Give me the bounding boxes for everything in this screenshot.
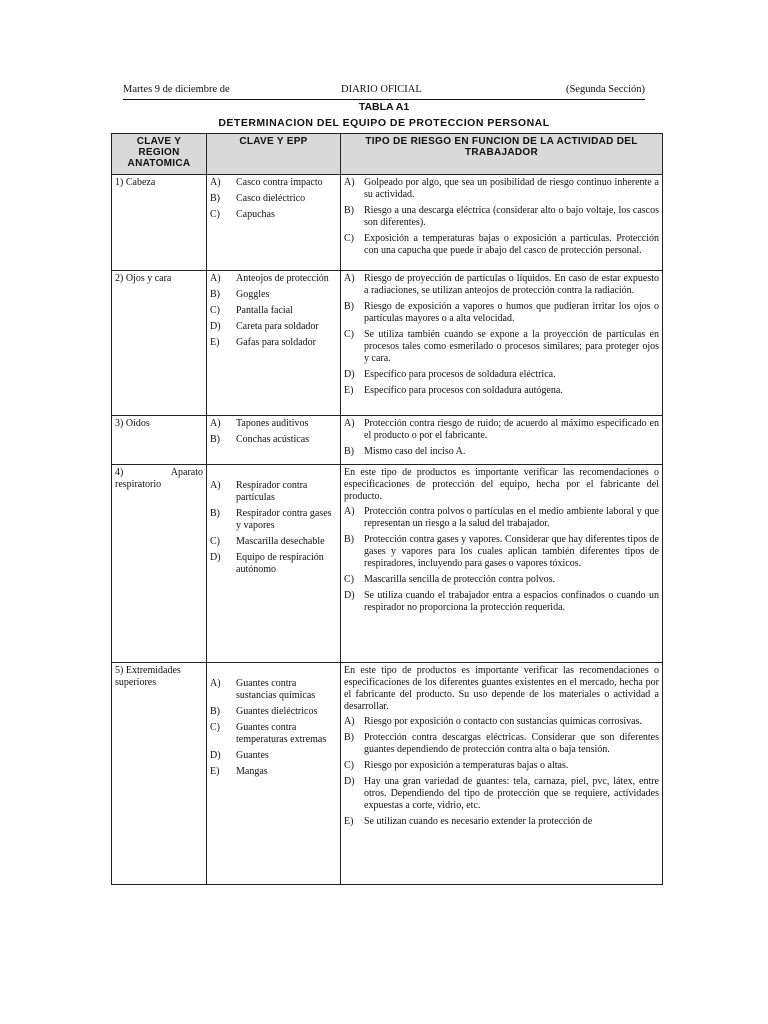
epp-item-key: D): [210, 552, 221, 563]
epp-item-key: D): [210, 321, 221, 332]
risk-cell: [341, 465, 663, 663]
epp-item-key: C): [210, 722, 220, 733]
epp-item-key: B): [210, 434, 220, 445]
risk-item: [344, 446, 659, 458]
risk-item: [344, 574, 659, 586]
risk-item: [344, 534, 659, 570]
risk-item: [344, 205, 659, 229]
epp-item-key: A): [210, 418, 221, 429]
epp-item: [210, 209, 337, 221]
epp-item: [210, 480, 337, 504]
epp-cell: [207, 663, 341, 885]
epp-item-text: Respirador contra gases y vapores: [236, 508, 332, 531]
epp-item-key: C): [210, 536, 220, 547]
risk-item-key: B): [344, 732, 354, 743]
risk-item: [344, 369, 659, 381]
epp-item: [210, 337, 337, 349]
epp-item-text: Guantes contra sustancias químicas: [236, 678, 316, 701]
risk-list: [344, 506, 659, 614]
risk-item-key: D): [344, 776, 355, 787]
risk-item-key: E): [344, 385, 354, 396]
table-title: TABLA A1: [358, 101, 410, 113]
epp-item-text: Careta para soldador: [236, 321, 319, 332]
epp-item-text: Casco contra impacto: [236, 177, 323, 188]
column-header-epp: CLAVE Y EPP: [207, 134, 341, 175]
epp-item-text: Tapones auditivos: [236, 418, 309, 429]
table-subtitle: DETERMINACION DEL EQUIPO DE PROTECCION PERSONAL: [218, 117, 550, 129]
epp-item-key: B): [210, 289, 220, 300]
risk-cell: [341, 271, 663, 416]
table-row: [112, 416, 663, 465]
epp-cell: [207, 465, 341, 663]
risk-item: [344, 418, 659, 442]
region-label-rest: respiratorio: [115, 479, 162, 490]
risk-item-text: Se utiliza también cuando se expone a la proyección de partículas en procesos tales como esmerilado o procesos similares; para proteger ojos y cara.: [364, 329, 659, 364]
region-word: Aparato: [170, 467, 203, 478]
epp-cell: [207, 416, 341, 465]
epp-item: [210, 418, 337, 430]
risk-item-key: D): [344, 590, 355, 601]
epp-item-text: Casco dieléctrico: [236, 193, 306, 204]
epp-item: [210, 766, 337, 778]
epp-item-key: B): [210, 508, 220, 519]
risk-item: [344, 329, 659, 365]
epp-item-key: A): [210, 273, 221, 284]
risk-item-text: Riesgo por exposición o contacto con sustancias químicas corrosivas.: [364, 716, 642, 727]
risk-cell: [341, 663, 663, 885]
risk-item-key: D): [344, 369, 355, 380]
risk-item-key: B): [344, 446, 354, 457]
epp-item-text: Anteojos de protección: [236, 273, 329, 284]
column-header-risk: TIPO DE RIESGO EN FUNCION DE LA ACTIVIDAD DEL TRABAJADOR: [341, 134, 663, 175]
risk-item-key: B): [344, 534, 354, 545]
epp-item: [210, 273, 337, 285]
risk-item: [344, 506, 659, 530]
epp-item-text: Mascarilla desechable: [236, 536, 325, 547]
epp-item: [210, 177, 337, 189]
region-label: 5) Extremidades superiores: [115, 665, 181, 688]
risk-item: [344, 716, 659, 728]
epp-spacer: [210, 467, 337, 480]
risk-item: [344, 816, 659, 828]
risk-cell: [341, 175, 663, 271]
risk-item-key: A): [344, 177, 355, 188]
risk-item-text: Riesgo de proyección de partículas o líquidos. En caso de estar expuesto a radiaciones, se utilizan anteojos de protección contra la radiación.: [364, 273, 659, 296]
risk-item: [344, 760, 659, 772]
table-row: [112, 465, 663, 663]
risk-list: [344, 177, 659, 257]
epp-item-key: B): [210, 706, 220, 717]
risk-item-key: B): [344, 205, 354, 216]
epp-item-text: Guantes dieléctricos: [236, 706, 318, 717]
table-row: [112, 271, 663, 416]
running-header: [123, 84, 645, 98]
epp-list: [210, 273, 337, 349]
risk-item-key: C): [344, 574, 354, 585]
risk-item-key: C): [344, 329, 354, 340]
risk-item-text: Golpeado por algo, que sea un posibilidad de riesgo continuo inherente a su actividad.: [364, 177, 659, 200]
risk-item-text: Protección contra descargas eléctricas. Considerar que son diferentes guantes dependiendo de protección contra alta o baja tensión.: [364, 732, 659, 755]
risk-item: [344, 177, 659, 201]
epp-list: [210, 177, 337, 221]
epp-item: [210, 678, 337, 702]
risk-cell: [341, 416, 663, 465]
risk-item-text: Riesgo por exposición a temperaturas bajas o altas.: [364, 760, 569, 771]
epp-item: [210, 434, 337, 446]
risk-item-text: Exposición a temperaturas bajas o exposición a partículas. Protección con una capucha que puede ir abajo del casco de protección personal.: [364, 233, 659, 256]
header-rule: [123, 99, 645, 100]
risk-list: [344, 716, 659, 828]
region-cell: [112, 271, 207, 416]
epp-item-key: E): [210, 766, 220, 777]
region-label: 3) Oídos: [115, 418, 150, 429]
epp-item-text: Goggles: [236, 289, 270, 300]
epp-item-key: A): [210, 480, 221, 491]
epp-item: [210, 508, 337, 532]
risk-item: [344, 273, 659, 297]
header-publication: DIARIO OFICIAL: [341, 84, 422, 95]
epp-item-key: C): [210, 209, 220, 220]
risk-item-key: A): [344, 716, 355, 727]
epp-item-text: Conchas acústicas: [236, 434, 310, 445]
risk-item: [344, 776, 659, 812]
epp-list: [210, 480, 337, 576]
epp-item-text: Pantalla facial: [236, 305, 293, 316]
epp-table: [111, 133, 663, 885]
region-number: 4): [115, 467, 124, 478]
risk-item: [344, 732, 659, 756]
risk-intro: En este tipo de productos es importante verificar las recomendaciones o especificaciones de los diferentes guantes existentes en el mercado, hecha por el fabricante del producto. Su uso depende de los materiales o actividad a desarrollar.: [344, 665, 659, 712]
epp-item-key: A): [210, 678, 221, 689]
risk-item: [344, 233, 659, 257]
epp-list: [210, 678, 337, 778]
risk-intro: En este tipo de productos es importante verificar las recomendaciones o especificaciones de protección del equipo, hecha por el fabricante del producto.: [344, 467, 659, 502]
epp-item-key: A): [210, 177, 221, 188]
risk-item-key: A): [344, 273, 355, 284]
risk-item-key: C): [344, 233, 354, 244]
epp-item: [210, 552, 337, 576]
risk-item-text: Riesgo de exposición a vapores o humos que pudieran irritar los ojos o partículas mayores o a alta velocidad.: [364, 301, 659, 324]
risk-item-text: Se utiliza cuando el trabajador entra a espacios confinados o cuando un respirador no proporciona la protección requerida.: [364, 590, 659, 613]
risk-item-key: A): [344, 506, 355, 517]
region-cell: [112, 416, 207, 465]
risk-item: [344, 385, 659, 397]
epp-item-text: Capuchas: [236, 209, 275, 220]
epp-item-key: B): [210, 193, 220, 204]
epp-item: [210, 706, 337, 718]
region-cell: [112, 465, 207, 663]
region-cell: [112, 663, 207, 885]
risk-item-text: Mascarilla sencilla de protección contra polvos.: [364, 574, 556, 585]
column-header-region: CLAVE Y REGION ANATOMICA: [112, 134, 207, 175]
table-row: [112, 175, 663, 271]
header-section: (Segunda Sección): [565, 84, 645, 95]
epp-item: [210, 305, 337, 317]
risk-item: [344, 590, 659, 614]
risk-item-text: Hay una gran variedad de guantes: tela, carnaza, piel, pvc, látex, entre otros. Dependiendo del tipo de protección que se requiere, actividades expuestas a corte, vidrio, etc.: [364, 776, 659, 811]
epp-item-key: C): [210, 305, 220, 316]
risk-item-key: E): [344, 816, 354, 827]
region-cell: [112, 175, 207, 271]
risk-item-text: Mismo caso del inciso A.: [364, 446, 466, 457]
risk-item-text: Se utilizan cuando es necesario extender la protección de: [364, 816, 593, 827]
epp-item: [210, 750, 337, 762]
epp-cell: [207, 175, 341, 271]
risk-item-text: Protección contra riesgo de ruido; de acuerdo al máximo especificado en el producto o por el fabricante.: [364, 418, 659, 441]
epp-item-key: E): [210, 337, 220, 348]
epp-spacer: [210, 665, 337, 678]
risk-item-text: Protección contra polvos o partículas en el medio ambiente laboral y que representan un riesgo a la salud del trabajador.: [364, 506, 659, 529]
risk-item-key: C): [344, 760, 354, 771]
region-label: [115, 467, 203, 479]
epp-item-text: Respirador contra partículas: [236, 480, 308, 503]
region-label: 1) Cabeza: [115, 177, 156, 188]
table-row: [112, 663, 663, 885]
epp-item: [210, 536, 337, 548]
epp-item: [210, 289, 337, 301]
header-date: Martes 9 de diciembre de: [123, 84, 230, 95]
risk-item-key: A): [344, 418, 355, 429]
region-label: 2) Ojos y cara: [115, 273, 172, 284]
risk-item: [344, 301, 659, 325]
risk-item-text: Protección contra gases y vapores. Considerar que hay diferentes tipos de gases y vapores para los cuales aplican también diferentes tipos de respiradores, incluyendo para gases o vapores tóxicos.: [364, 534, 659, 569]
epp-item-key: D): [210, 750, 221, 761]
risk-item-text: Específico para procesos con soldadura autógena.: [364, 385, 563, 396]
epp-list: [210, 418, 337, 446]
table-body: [112, 175, 663, 885]
epp-cell: [207, 271, 341, 416]
epp-item-text: Guantes: [236, 750, 269, 761]
risk-list: [344, 418, 659, 458]
epp-item-text: Guantes contra temperaturas extremas: [236, 722, 327, 745]
risk-list: [344, 273, 659, 397]
epp-item-text: Mangas: [236, 766, 268, 777]
epp-item-text: Equipo de respiración autónomo: [236, 552, 324, 575]
risk-item-text: Riesgo a una descarga eléctrica (considerar alto o bajo voltaje, los cascos son diferentes).: [364, 205, 659, 228]
risk-item-key: B): [344, 301, 354, 312]
epp-item: [210, 193, 337, 205]
risk-item-text: Específico para procesos de soldadura eléctrica.: [364, 369, 556, 380]
table-header-row: [112, 134, 663, 175]
epp-item: [210, 722, 337, 746]
epp-item-text: Gafas para soldador: [236, 337, 316, 348]
epp-item: [210, 321, 337, 333]
